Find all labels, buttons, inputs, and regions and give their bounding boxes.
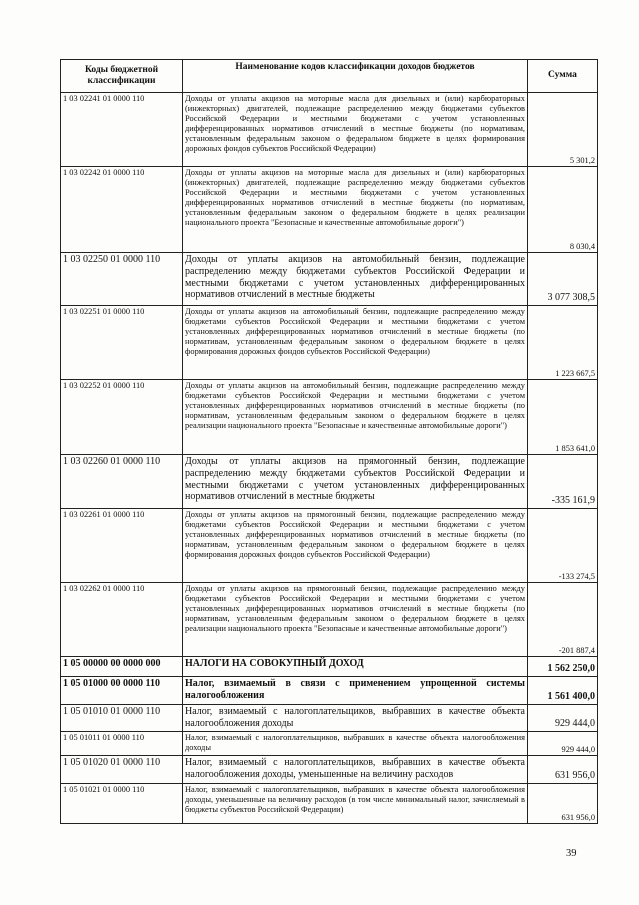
- table-row: [61, 732, 598, 756]
- row-code: 1 05 01010 01 0000 110: [61, 705, 183, 732]
- row-name: Налог, взимаемый с налогоплательщиков, выбравших в качестве объекта налогообложения доходы, уменьшенные на величину расходов: [183, 756, 528, 784]
- row-sum: 8 030,4: [528, 167, 598, 253]
- row-sum: -133 274,5: [528, 509, 598, 583]
- table-row: [61, 306, 598, 380]
- table-row: [61, 253, 598, 306]
- row-name: Доходы от уплаты акцизов на прямогонный бензин, подлежащие распределению между бюджетами субъектов Российской Федерации и местными бюджетами с учетом установленных дифференцированных нормативов отчислений в местные бюджеты (по нормативам, установленным федеральным законом о федеральном бюджете в целях формирования дорожных фондов субъектов Российской Федерации): [183, 509, 528, 583]
- row-name: Доходы от уплаты акцизов на прямогонный бензин, подлежащие распределению между бюджетами субъектов Российской Федерации и местными бюджетами с учетом установленных дифференцированных нормативов отчислений в местные бюджеты (по нормативам, установленным федеральным законом о федеральном бюджете в целях реализации национального проекта "Безопасные и качественные автомобильные дороги"): [183, 583, 528, 657]
- row-sum: 1 561 400,0: [528, 677, 598, 705]
- row-sum: 631 956,0: [528, 756, 598, 784]
- header-code: Коды бюджетной классификации: [61, 60, 183, 93]
- table-row: [61, 657, 598, 677]
- row-sum: 631 956,0: [528, 784, 598, 824]
- row-name: Доходы от уплаты акцизов на прямогонный бензин, подлежащие распределению между бюджетами субъектов Российской Федерации и местными бюджетами с учетом установленных дифференцированных нормативов отчислений в местные бюджеты: [183, 455, 528, 509]
- row-sum: 929 444,0: [528, 705, 598, 732]
- row-name: Доходы от уплаты акцизов на моторные масла для дизельных и (или) карбюраторных (инжекторных) двигателей, подлежащие распределению между бюджетами субъектов Российской Федерации и местными бюджетами с учетом установленных дифференцированных нормативов отчислений в местные бюджеты (по нормативам, установленным федеральным законом о федеральном бюджете в целях формирования дорожных фондов субъектов Российской Федерации): [183, 93, 528, 167]
- table-row: [61, 677, 598, 705]
- table-row: [61, 167, 598, 253]
- row-code: 1 05 00000 00 0000 000: [61, 657, 183, 677]
- row-name: Доходы от уплаты акцизов на автомобильный бензин, подлежащие распределению между бюджетами субъектов Российской Федерации и местными бюджетами с учетом установленных дифференцированных нормативов отчислений в местные бюджеты: [183, 253, 528, 306]
- header-name: Наименование кодов классификации доходов бюджетов: [183, 60, 528, 93]
- row-code: 1 03 02261 01 0000 110: [61, 509, 183, 583]
- row-sum: 1 853 641,0: [528, 380, 598, 455]
- row-name: Налог, взимаемый с налогоплательщиков, выбравших в качестве объекта налогообложения доходы: [183, 732, 528, 756]
- row-name: Налог, взимаемый в связи с применением упрощенной системы налогообложения: [183, 677, 528, 705]
- table-header-row: [61, 60, 598, 93]
- table-row: [61, 583, 598, 657]
- row-code: 1 03 02252 01 0000 110: [61, 380, 183, 455]
- table-row: [61, 705, 598, 732]
- table-row: [61, 784, 598, 824]
- table-row: [61, 455, 598, 509]
- row-name: Налог, взимаемый с налогоплательщиков, выбравших в качестве объекта налогообложения доходы, уменьшенные на величину расходов (в том числе минимальный налог, зачисляемый в бюджеты субъектов Российской Федерации): [183, 784, 528, 824]
- row-sum: -335 161,9: [528, 455, 598, 509]
- table-row: [61, 380, 598, 455]
- row-code: 1 03 02262 01 0000 110: [61, 583, 183, 657]
- row-code: 1 03 02250 01 0000 110: [61, 253, 183, 306]
- row-sum: 929 444,0: [528, 732, 598, 756]
- row-code: 1 03 02260 01 0000 110: [61, 455, 183, 509]
- page-number: 39: [566, 848, 577, 859]
- row-sum: -201 887,4: [528, 583, 598, 657]
- row-name: Доходы от уплаты акцизов на моторные масла для дизельных и (или) карбюраторных (инжекторных) двигателей, подлежащие распределению между бюджетами субъектов Российской Федерации и местными бюджетами с учетом установленных дифференцированных нормативов отчислений в местные бюджеты (по нормативам, установленным федеральным законом о федеральном бюджете в целях реализации национального проекта "Безопасные и качественные автомобильные дороги"): [183, 167, 528, 253]
- row-sum: 5 301,2: [528, 93, 598, 167]
- row-sum: 3 077 308,5: [528, 253, 598, 306]
- row-name: Доходы от уплаты акцизов на автомобильный бензин, подлежащие распределению между бюджетами субъектов Российской Федерации и местными бюджетами с учетом установленных дифференцированных нормативов отчислений в местные бюджеты (по нормативам, установленным федеральным законом о федеральном бюджете в целях формирования дорожных фондов субъектов Российской Федерации): [183, 306, 528, 380]
- row-code: 1 03 02241 01 0000 110: [61, 93, 183, 167]
- table-row: [61, 756, 598, 784]
- row-code: 1 05 01000 00 0000 110: [61, 677, 183, 705]
- row-sum: 1 223 667,5: [528, 306, 598, 380]
- row-code: 1 05 01020 01 0000 110: [61, 756, 183, 784]
- table-row: [61, 93, 598, 167]
- table-row: [61, 509, 598, 583]
- row-code: 1 05 01011 01 0000 110: [61, 732, 183, 756]
- header-sum: Сумма: [528, 60, 598, 93]
- row-sum: 1 562 250,0: [528, 657, 598, 677]
- row-name: НАЛОГИ НА СОВОКУПНЫЙ ДОХОД: [183, 657, 528, 677]
- row-code: 1 03 02242 01 0000 110: [61, 167, 183, 253]
- revenue-table: [60, 59, 598, 824]
- row-name: Доходы от уплаты акцизов на автомобильный бензин, подлежащие распределению между бюджетами субъектов Российской Федерации и местными бюджетами с учетом установленных дифференцированных нормативов отчислений в местные бюджеты (по нормативам, установленным федеральным законом о федеральном бюджете в целях реализации национального проекта "Безопасные и качественные автомобильные дороги"): [183, 380, 528, 455]
- row-name: Налог, взимаемый с налогоплательщиков, выбравших в качестве объекта налогообложения доходы: [183, 705, 528, 732]
- row-code: 1 05 01021 01 0000 110: [61, 784, 183, 824]
- row-code: 1 03 02251 01 0000 110: [61, 306, 183, 380]
